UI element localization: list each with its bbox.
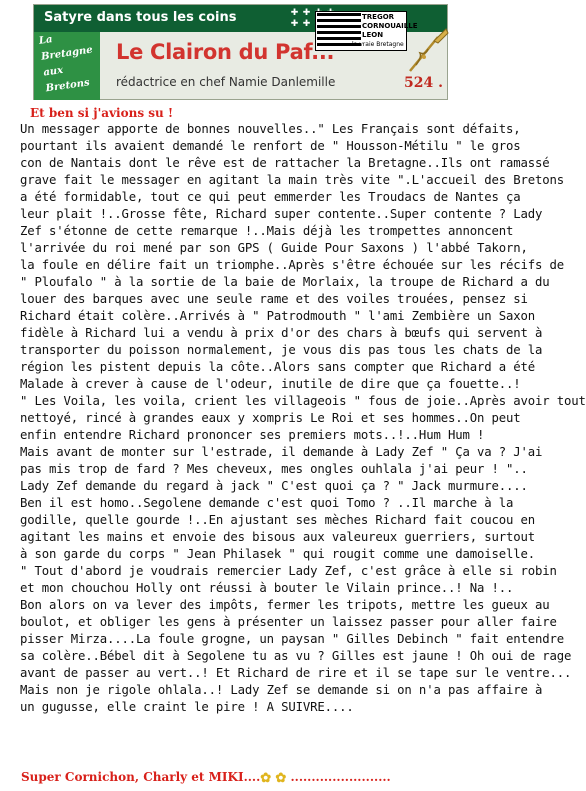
- issue-number: 524 .: [404, 75, 443, 91]
- article-line: " Ploufalo " à la sortie de la baie de Morlaix, la troupe de Richard a du: [20, 275, 550, 289]
- signature: Super Cornichon, Charly et MIKI....: [21, 770, 261, 784]
- signature-dots: ........................: [286, 770, 391, 784]
- article-line: grave fait le messager en agitant la main très vite ".L'accueil des Bretons: [20, 173, 565, 187]
- article-line: sa colère..Bébel dit à Segolene tu as vu ? Gilles est jaune ! Oh oui de rage: [20, 649, 572, 663]
- region-line: CORNOUAILLE: [362, 22, 418, 30]
- daisy-icon: ✿: [260, 771, 272, 786]
- article-line: Malade à crever à cause de l'odeur, inutile de dire que ça fouette..!: [20, 377, 521, 391]
- article-line: a été formidable, tout ce qui peut emmerder les Troudacs de Nantes ça: [20, 190, 521, 204]
- article-line: Un messager apporte de bonnes nouvelles.." Les Français sont défaits,: [20, 122, 521, 136]
- trumpet-icon: [408, 27, 448, 73]
- newspaper-banner: [33, 4, 448, 100]
- article-line: con de Nantais dont le rêve est de rattacher la Bretagne..Ils ont ramassé: [20, 156, 550, 170]
- article-line: Mais non je rigole ohlala..! Lady Zef se demande si on n'a pas affaire à: [20, 683, 543, 697]
- article-line: boulot, et obliger les gens à présenter un laissez passer pour aller faire: [20, 615, 557, 629]
- article-line: Zef s'étonne de cette remarque !..Mais déjà les trompettes annoncent: [20, 224, 514, 238]
- article-headline: Et ben si j'avions su !: [30, 106, 174, 120]
- article-line: enfin entendre Richard prononcer ses premiers mots..!..Hum Hum !: [20, 428, 485, 442]
- article-line: Ben il est homo..Segolene demande c'est quoi Tomo ? ..Il marche à la: [20, 496, 514, 510]
- article-line: la foule en délire fait un triomphe..Après s'être échouée sur les récifs de: [20, 258, 565, 272]
- article-body: [20, 121, 586, 716]
- article-line: louer des barques avec une seule rame et des voiles trouées, pensez si: [20, 292, 528, 306]
- editor-credit: rédactrice en chef Namie Danlemille: [116, 75, 336, 89]
- region-subtitle: la vraie Bretagne: [352, 41, 404, 48]
- article-line: Richard était colère..Arrivés à " Patrodmouth " l'ami Zembière un Saxon: [20, 309, 535, 323]
- article-line: à son garde du corps " Jean Philasek " qui rougit comme une damoiselle.: [20, 547, 535, 561]
- article-line: leur plait !..Grosse fête, Richard super contente..Super contente ? Lady: [20, 207, 543, 221]
- banner-tagline: Satyre dans tous les coins: [44, 10, 237, 25]
- ermine-icon: ✚ ✚ ✚ ✚: [290, 8, 311, 29]
- side-slogan-word: Bretagne: [40, 44, 94, 63]
- article-line: nettoyé, rincé à grandes eaux y xompris Le Roi et ses hommes..On peut: [20, 411, 521, 425]
- article-line: Lady Zef demande du regard à jack " C'est quoi ça ? " Jack murmure....: [20, 479, 528, 493]
- article-line: pas mis trop de fard ? Mes cheveux, mes ongles ouhlala j'ai peur ! "..: [20, 462, 528, 476]
- article-line: " Les Voila, les voila, crient les villageois " fous de joie..Après avoir tout: [20, 394, 586, 408]
- side-slogan-word: aux: [42, 64, 64, 79]
- article-line: l'arrivée du roi mené par son GPS ( Guide Pour Saxons ) l'abbé Takorn,: [20, 241, 528, 255]
- article-line: agitant les mains et envoie des bisous aux valeureux guerriers, surtout: [20, 530, 535, 544]
- article-line: " Tout d'abord je voudrais remercier Lady Zef, c'est grâce à elle si robin: [20, 564, 557, 578]
- article-line: région les pistent depuis la côte..Alors sans compter que Richard a été: [20, 360, 535, 374]
- side-slogan-word: La: [38, 34, 54, 47]
- article-line: pourtant ils avaient demandé le renfort de " Housson-Métilu " le gros: [20, 139, 521, 153]
- newspaper-title: Le Clairon du Paf...: [116, 40, 335, 64]
- side-slogan: [38, 27, 98, 98]
- daisy-icon: ✿: [275, 771, 287, 786]
- region-line: LEON: [362, 31, 384, 39]
- article-line: fidèle à Richard lui a vendu à prix d'or des chars à bœufs qui servent à: [20, 326, 543, 340]
- side-slogan-word: Bretons: [44, 77, 91, 95]
- article-line: un gugusse, elle craint le pire ! A SUIVRE....: [20, 700, 354, 714]
- article-line: transporter du poisson normalement, je vous dis pas tous les chats de la: [20, 343, 543, 357]
- side-slogan-panel: [34, 32, 100, 100]
- article-line: avant de passer au vert..! Et Richard de rire et il se tape sur le ventre...: [20, 666, 572, 680]
- signature-footer: [21, 770, 391, 786]
- region-line: TREGOR: [362, 13, 395, 21]
- article-line: Mais avant de monter sur l'estrade, il demande à Lady Zef " Ça va ? J'ai: [20, 445, 543, 459]
- article-line: godille, quelle gourde !..En ajustant ses mèches Richard fait coucou en: [20, 513, 535, 527]
- article-line: et mon chouchou Holly ont réussi à bouter le Vilain prince..! Na !..: [20, 581, 514, 595]
- article-line: Bon alors on va lever des impôts, fermer les tripots, mettre les gueux au: [20, 598, 550, 612]
- article-line: pisser Mirza....La foule grogne, un paysan " Gilles Debinch " fait entendre: [20, 632, 565, 646]
